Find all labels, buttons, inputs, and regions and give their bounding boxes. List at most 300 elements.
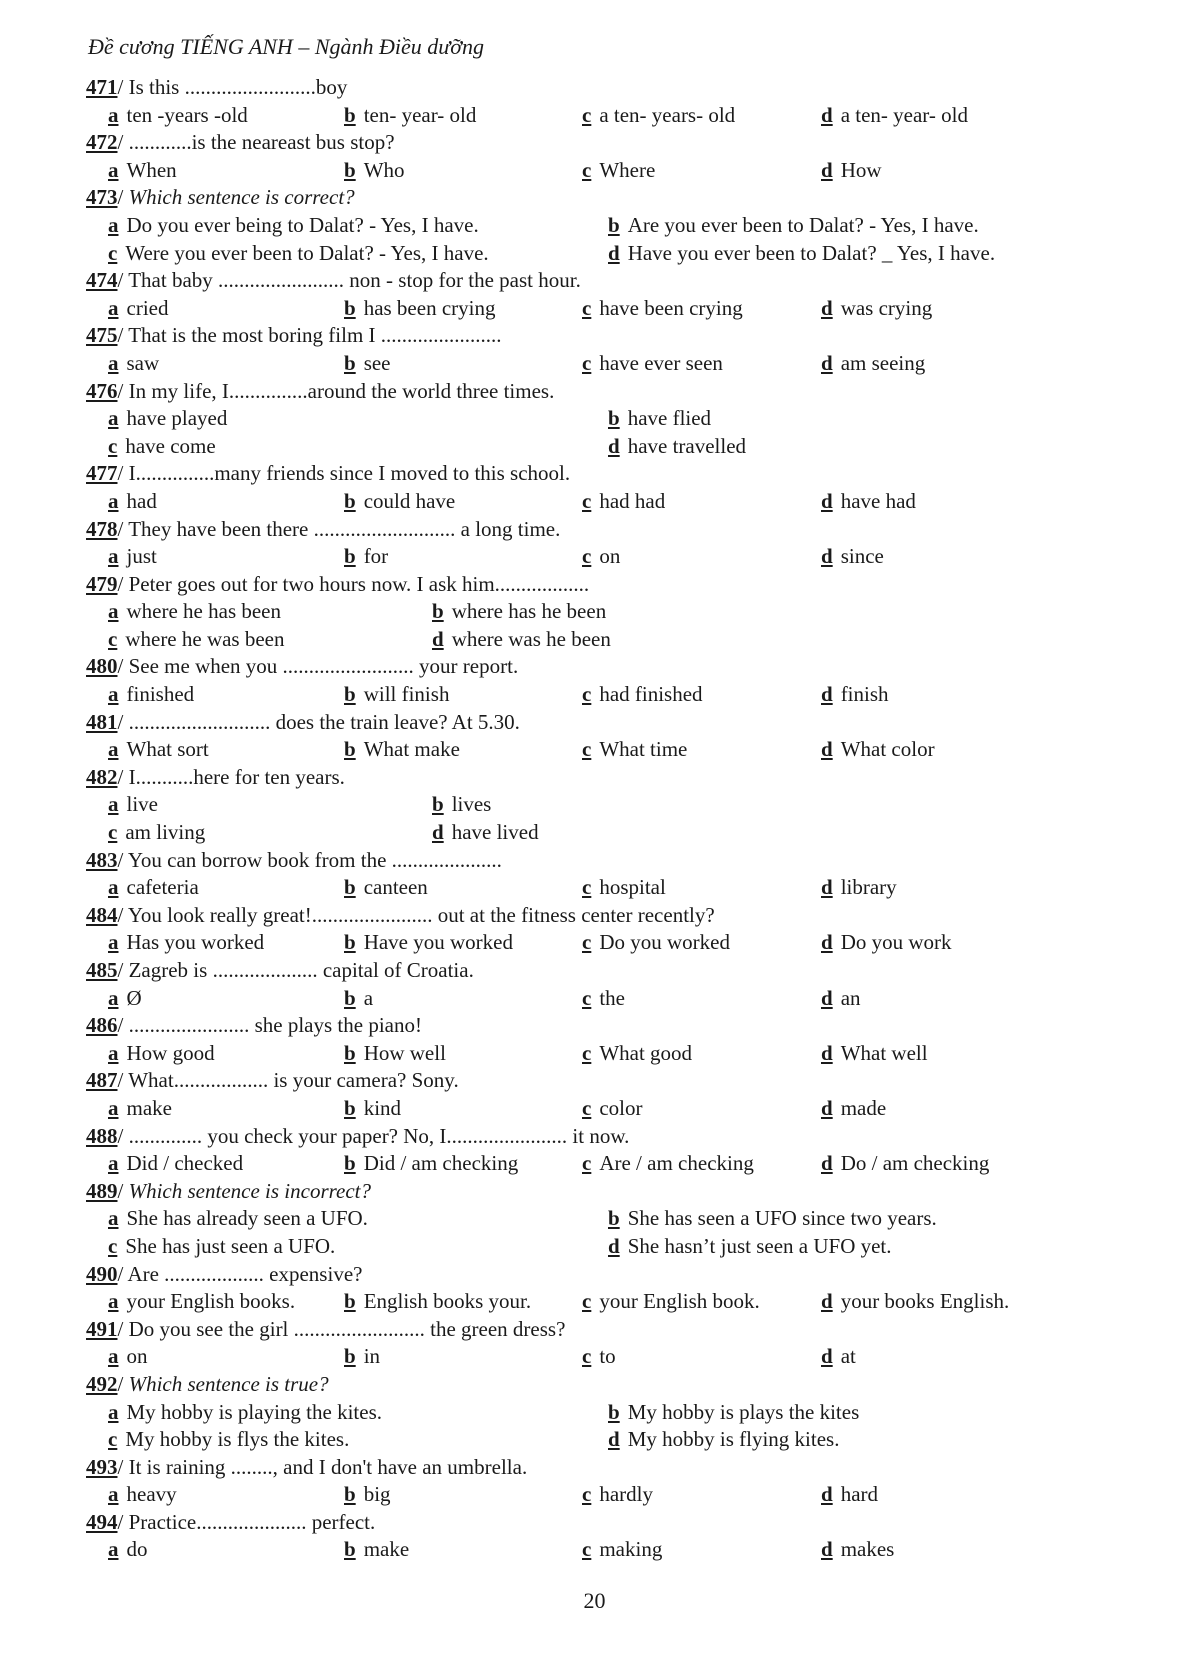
question-number: 484 <box>86 902 118 927</box>
option-c <box>582 1288 760 1316</box>
option-d <box>821 102 968 130</box>
option-text: makes <box>840 1537 895 1562</box>
question-separator: / <box>117 323 129 348</box>
option-d <box>821 736 935 764</box>
option-letter: a <box>108 406 119 431</box>
option-a <box>108 405 227 433</box>
option-text: at <box>840 1344 856 1369</box>
question-number: 475 <box>86 323 118 348</box>
option-row <box>86 791 1116 819</box>
question-480 <box>86 653 1116 681</box>
option-c <box>582 736 687 764</box>
option-letter: d <box>432 820 444 845</box>
option-letter: d <box>821 1289 833 1314</box>
option-a <box>108 1150 243 1178</box>
option-row <box>86 157 1116 185</box>
question-text: Is this .........................boy <box>128 75 348 99</box>
question-separator: / <box>117 268 129 293</box>
option-a <box>108 1288 295 1316</box>
option-letter: a <box>108 1399 119 1424</box>
option-c <box>108 1426 349 1454</box>
option-row <box>86 350 1116 378</box>
option-letter: d <box>821 1151 833 1176</box>
option-a <box>108 1399 382 1427</box>
option-letter: c <box>582 157 592 182</box>
option-b <box>344 1150 518 1178</box>
option-letter: c <box>582 488 592 513</box>
option-text: am living <box>125 820 206 845</box>
option-letter: b <box>344 488 356 513</box>
option-d <box>821 488 916 516</box>
option-text: color <box>599 1095 643 1120</box>
question-484 <box>86 902 1116 930</box>
option-letter: a <box>108 350 119 375</box>
option-row <box>86 1426 1116 1454</box>
option-row <box>86 819 1116 847</box>
option-b <box>344 985 373 1013</box>
option-letter: d <box>821 1344 833 1369</box>
option-a <box>108 736 209 764</box>
question-485 <box>86 957 1116 985</box>
option-text: for <box>363 544 389 569</box>
option-row <box>86 1343 1116 1371</box>
option-text: since <box>840 544 884 569</box>
option-text: lives <box>451 792 492 817</box>
question-number: 471 <box>86 75 118 99</box>
question-490 <box>86 1261 1116 1289</box>
option-text: Are you ever been to Dalat? - Yes, I have. <box>627 212 979 237</box>
option-letter: b <box>344 350 356 375</box>
option-text: live <box>126 792 158 817</box>
option-d <box>821 681 889 709</box>
option-letter: a <box>108 1040 119 1065</box>
option-a <box>108 1481 177 1509</box>
option-text: where was he been <box>451 626 611 651</box>
option-c <box>582 543 620 571</box>
option-d <box>432 626 611 654</box>
option-letter: d <box>821 930 833 955</box>
option-text: where he was been <box>125 626 285 651</box>
option-text: heavy <box>126 1482 177 1507</box>
option-c <box>108 626 285 654</box>
option-letter: c <box>582 1344 592 1369</box>
option-text: making <box>599 1537 663 1562</box>
option-text: Do you ever being to Dalat? - Yes, I have. <box>126 212 479 237</box>
option-a <box>108 598 281 626</box>
option-text: your books English. <box>840 1289 1010 1314</box>
option-letter: d <box>821 350 833 375</box>
option-d <box>821 929 952 957</box>
option-c <box>582 929 730 957</box>
option-letter: b <box>344 1095 356 1120</box>
option-text: on <box>599 544 621 569</box>
question-473 <box>86 184 1116 212</box>
option-text: just <box>126 544 157 569</box>
question-number: 480 <box>86 654 118 679</box>
option-c <box>582 1150 754 1178</box>
option-row <box>86 1095 1116 1123</box>
option-text: do <box>126 1537 148 1562</box>
option-letter: a <box>108 985 119 1010</box>
option-d <box>821 1536 894 1564</box>
option-text: will finish <box>363 682 450 707</box>
question-separator: / <box>117 1509 129 1534</box>
question-separator: / <box>117 75 129 99</box>
option-row <box>86 736 1116 764</box>
option-text: What color <box>840 737 935 762</box>
question-text: Which sentence is correct? <box>128 185 355 210</box>
option-letter: c <box>582 544 592 569</box>
option-text: the <box>599 985 625 1010</box>
option-text: What make <box>363 737 460 762</box>
option-text: English books your. <box>363 1289 532 1314</box>
option-d <box>821 985 861 1013</box>
question-487 <box>86 1067 1116 1095</box>
option-text: have been crying <box>599 295 743 320</box>
option-letter: c <box>582 350 592 375</box>
question-separator: / <box>117 902 128 927</box>
option-c <box>108 819 205 847</box>
question-471 <box>86 74 1116 102</box>
option-letter: c <box>582 1289 592 1314</box>
option-b <box>344 929 513 957</box>
option-letter: d <box>821 1537 833 1562</box>
option-text: could have <box>363 488 456 513</box>
option-text: Have you worked <box>363 930 513 955</box>
option-letter: c <box>108 626 118 651</box>
option-text: canteen <box>363 875 428 900</box>
question-separator: / <box>117 1454 129 1479</box>
option-letter: c <box>582 1537 592 1562</box>
option-letter: b <box>344 875 356 900</box>
option-text: was crying <box>840 295 933 320</box>
option-text: ten- year- old <box>363 102 477 127</box>
question-separator: / <box>117 130 129 155</box>
option-a <box>108 681 194 709</box>
question-486 <box>86 1012 1116 1040</box>
option-b <box>344 1481 391 1509</box>
option-text: see <box>363 350 391 375</box>
question-494 <box>86 1509 1116 1537</box>
option-a <box>108 295 168 323</box>
option-text: finish <box>840 682 889 707</box>
option-text: Has you worked <box>126 930 265 955</box>
question-separator: / <box>117 571 129 596</box>
question-493 <box>86 1454 1116 1482</box>
option-a <box>108 1343 148 1371</box>
option-d <box>608 1426 839 1454</box>
option-text: have flied <box>627 406 712 431</box>
question-number: 493 <box>86 1454 118 1479</box>
option-c <box>582 488 665 516</box>
option-text: kind <box>363 1095 402 1120</box>
option-letter: c <box>108 433 118 458</box>
option-row <box>86 1536 1116 1564</box>
question-number: 491 <box>86 1316 118 1341</box>
option-b <box>608 405 711 433</box>
option-c <box>582 1040 692 1068</box>
question-number: 486 <box>86 1013 118 1038</box>
option-text: finished <box>126 682 195 707</box>
option-letter: c <box>582 1482 592 1507</box>
question-479 <box>86 571 1116 599</box>
option-a <box>108 929 264 957</box>
option-text: Do / am checking <box>840 1151 990 1176</box>
option-row <box>86 874 1116 902</box>
option-d <box>432 819 539 847</box>
option-row <box>86 295 1116 323</box>
question-number: 476 <box>86 378 118 403</box>
option-d <box>821 1481 878 1509</box>
option-letter: c <box>582 930 592 955</box>
option-letter: d <box>821 102 833 127</box>
option-letter: b <box>344 102 356 127</box>
option-letter: d <box>821 544 833 569</box>
option-c <box>582 1536 662 1564</box>
option-letter: c <box>582 985 592 1010</box>
option-letter: b <box>344 985 356 1010</box>
question-separator: / <box>117 847 128 872</box>
question-number: 494 <box>86 1509 118 1534</box>
question-separator: / <box>117 1178 129 1203</box>
option-letter: d <box>608 433 620 458</box>
question-separator: / <box>117 654 129 679</box>
option-letter: c <box>582 682 592 707</box>
option-letter: b <box>344 1040 356 1065</box>
option-d <box>821 1343 856 1371</box>
option-row <box>86 405 1116 433</box>
option-letter: b <box>344 930 356 955</box>
option-row <box>86 102 1116 130</box>
page-header: Đề cương TIẾNG ANH – Ngành Điều dưỡng <box>88 34 484 59</box>
option-row <box>86 681 1116 709</box>
option-a <box>108 212 479 240</box>
option-letter: a <box>108 599 119 624</box>
option-letter: a <box>108 930 119 955</box>
option-text: library <box>840 875 897 900</box>
option-a <box>108 791 158 819</box>
question-text: You can borrow book from the ..................... <box>127 847 502 872</box>
question-477 <box>86 460 1116 488</box>
option-b <box>344 1095 401 1123</box>
option-text: Are / am checking <box>599 1151 754 1176</box>
option-letter: d <box>821 875 833 900</box>
option-text: My hobby is flying kites. <box>627 1427 840 1452</box>
option-d <box>608 1233 892 1261</box>
question-number: 488 <box>86 1123 118 1148</box>
option-b <box>344 874 428 902</box>
question-separator: / <box>117 461 129 486</box>
option-text: an <box>840 985 861 1010</box>
option-b <box>344 681 449 709</box>
option-text: She hasn’t just seen a UFO yet. <box>627 1233 892 1258</box>
option-text: have come <box>125 433 216 458</box>
question-483 <box>86 847 1116 875</box>
option-text: Did / checked <box>126 1151 244 1176</box>
option-text: How good <box>126 1040 215 1065</box>
option-a <box>108 102 248 130</box>
question-text: See me when you ......................... your report. <box>128 654 519 679</box>
option-letter: a <box>108 1289 119 1314</box>
option-letter: d <box>608 1427 620 1452</box>
question-text: That is the most boring film I ....................... <box>128 323 502 348</box>
option-text: your English book. <box>599 1289 760 1314</box>
option-letter: a <box>108 1151 119 1176</box>
option-text: cried <box>126 295 169 320</box>
option-letter: b <box>344 1151 356 1176</box>
option-text: Ø <box>126 985 142 1010</box>
option-letter: c <box>582 737 592 762</box>
option-d <box>821 157 882 185</box>
option-letter: c <box>108 1233 118 1258</box>
option-row <box>86 543 1116 571</box>
option-letter: b <box>608 1399 620 1424</box>
option-text: had finished <box>599 682 703 707</box>
option-b <box>344 543 388 571</box>
option-letter: a <box>108 544 119 569</box>
option-letter: d <box>821 1095 833 1120</box>
question-text: I...............many friends since I moved to this school. <box>128 461 571 486</box>
option-row <box>86 598 1116 626</box>
question-number: 489 <box>86 1178 118 1203</box>
option-letter: c <box>108 240 118 265</box>
option-c <box>108 433 216 461</box>
option-b <box>344 157 405 185</box>
option-letter: a <box>108 102 119 127</box>
option-letter: d <box>432 626 444 651</box>
option-text: have lived <box>451 820 539 845</box>
option-a <box>108 543 157 571</box>
option-letter: a <box>108 1206 119 1231</box>
option-b <box>344 1040 446 1068</box>
question-number: 482 <box>86 764 118 789</box>
option-b <box>344 295 495 323</box>
option-letter: b <box>432 792 444 817</box>
question-text: ....................... she plays the piano! <box>128 1013 422 1038</box>
option-c <box>582 1481 653 1509</box>
option-a <box>108 985 142 1013</box>
question-text: .............. you check your paper? No, I....................... it now. <box>128 1123 630 1148</box>
option-letter: b <box>344 737 356 762</box>
option-row <box>86 1150 1116 1178</box>
option-row <box>86 240 1116 268</box>
question-text: Peter goes out for two hours now. I ask him.................. <box>128 571 590 596</box>
option-text: to <box>599 1344 616 1369</box>
option-letter: a <box>108 875 119 900</box>
question-number: 473 <box>86 185 118 210</box>
question-separator: / <box>117 958 129 982</box>
option-text: cafeteria <box>126 875 199 900</box>
option-a <box>108 1040 215 1068</box>
question-489 <box>86 1178 1116 1206</box>
option-letter: a <box>108 488 119 513</box>
option-a <box>108 488 157 516</box>
option-letter: c <box>582 875 592 900</box>
option-letter: b <box>432 599 444 624</box>
option-text: What time <box>599 737 688 762</box>
option-letter: b <box>344 1344 356 1369</box>
option-letter: b <box>608 1206 620 1231</box>
option-text: She has already seen a UFO. <box>126 1206 368 1231</box>
question-492 <box>86 1371 1116 1399</box>
option-text: a <box>363 985 374 1010</box>
option-c <box>582 102 735 130</box>
option-letter: a <box>108 682 119 707</box>
option-letter: d <box>821 682 833 707</box>
option-b <box>344 1343 380 1371</box>
option-text: My hobby is flys the kites. <box>125 1427 350 1452</box>
question-text: What.................. is your camera? Sony. <box>128 1068 459 1093</box>
option-d <box>821 1095 886 1123</box>
question-list <box>86 74 1116 1564</box>
option-c <box>582 1095 642 1123</box>
option-a <box>108 1095 172 1123</box>
option-letter: a <box>108 295 119 320</box>
question-text: ........................... does the train leave? At 5.30. <box>128 709 520 734</box>
option-row <box>86 929 1116 957</box>
option-c <box>582 295 743 323</box>
question-text: They have been there ........................... a long time. <box>128 516 561 541</box>
option-letter: c <box>108 1427 118 1452</box>
option-c <box>582 157 655 185</box>
option-row <box>86 985 1116 1013</box>
question-separator: / <box>117 516 129 541</box>
option-d <box>608 433 746 461</box>
option-text: have travelled <box>627 433 747 458</box>
option-d <box>608 240 995 268</box>
option-letter: a <box>108 1344 119 1369</box>
option-text: ten -years -old <box>126 102 248 127</box>
option-letter: d <box>608 240 620 265</box>
option-letter: b <box>608 406 620 431</box>
option-c <box>582 681 703 709</box>
option-text: Have you ever been to Dalat? _ Yes, I have. <box>627 240 996 265</box>
question-separator: / <box>117 764 129 789</box>
option-text: My hobby is playing the kites. <box>126 1399 382 1424</box>
option-letter: b <box>344 1537 356 1562</box>
option-letter: d <box>821 1482 833 1507</box>
option-text: Where <box>599 157 656 182</box>
option-text: Who <box>363 157 405 182</box>
question-488 <box>86 1123 1116 1151</box>
option-letter: b <box>344 682 356 707</box>
option-letter: b <box>344 544 356 569</box>
question-text: Do you see the girl ......................... the green dress? <box>128 1316 566 1341</box>
question-475 <box>86 322 1116 350</box>
option-b <box>344 736 460 764</box>
option-row <box>86 488 1116 516</box>
question-separator: / <box>117 1261 128 1286</box>
question-476 <box>86 378 1116 406</box>
question-474 <box>86 267 1116 295</box>
option-row <box>86 1040 1116 1068</box>
question-number: 472 <box>86 130 118 155</box>
option-b <box>432 791 491 819</box>
question-text: In my life, I...............around the world three times. <box>128 378 555 403</box>
option-d <box>821 1288 1009 1316</box>
question-text: Practice..................... perfect. <box>128 1509 376 1534</box>
option-text: where has he been <box>451 599 607 624</box>
option-text: where he has been <box>126 599 282 624</box>
question-number: 481 <box>86 709 118 734</box>
option-text: a ten- year- old <box>840 102 968 127</box>
option-letter: d <box>821 295 833 320</box>
option-text: your English books. <box>126 1289 296 1314</box>
question-text: Zagreb is .................... capital of Croatia. <box>128 958 474 982</box>
option-text: made <box>840 1095 887 1120</box>
option-text: What well <box>840 1040 928 1065</box>
option-text: have ever seen <box>599 350 723 375</box>
